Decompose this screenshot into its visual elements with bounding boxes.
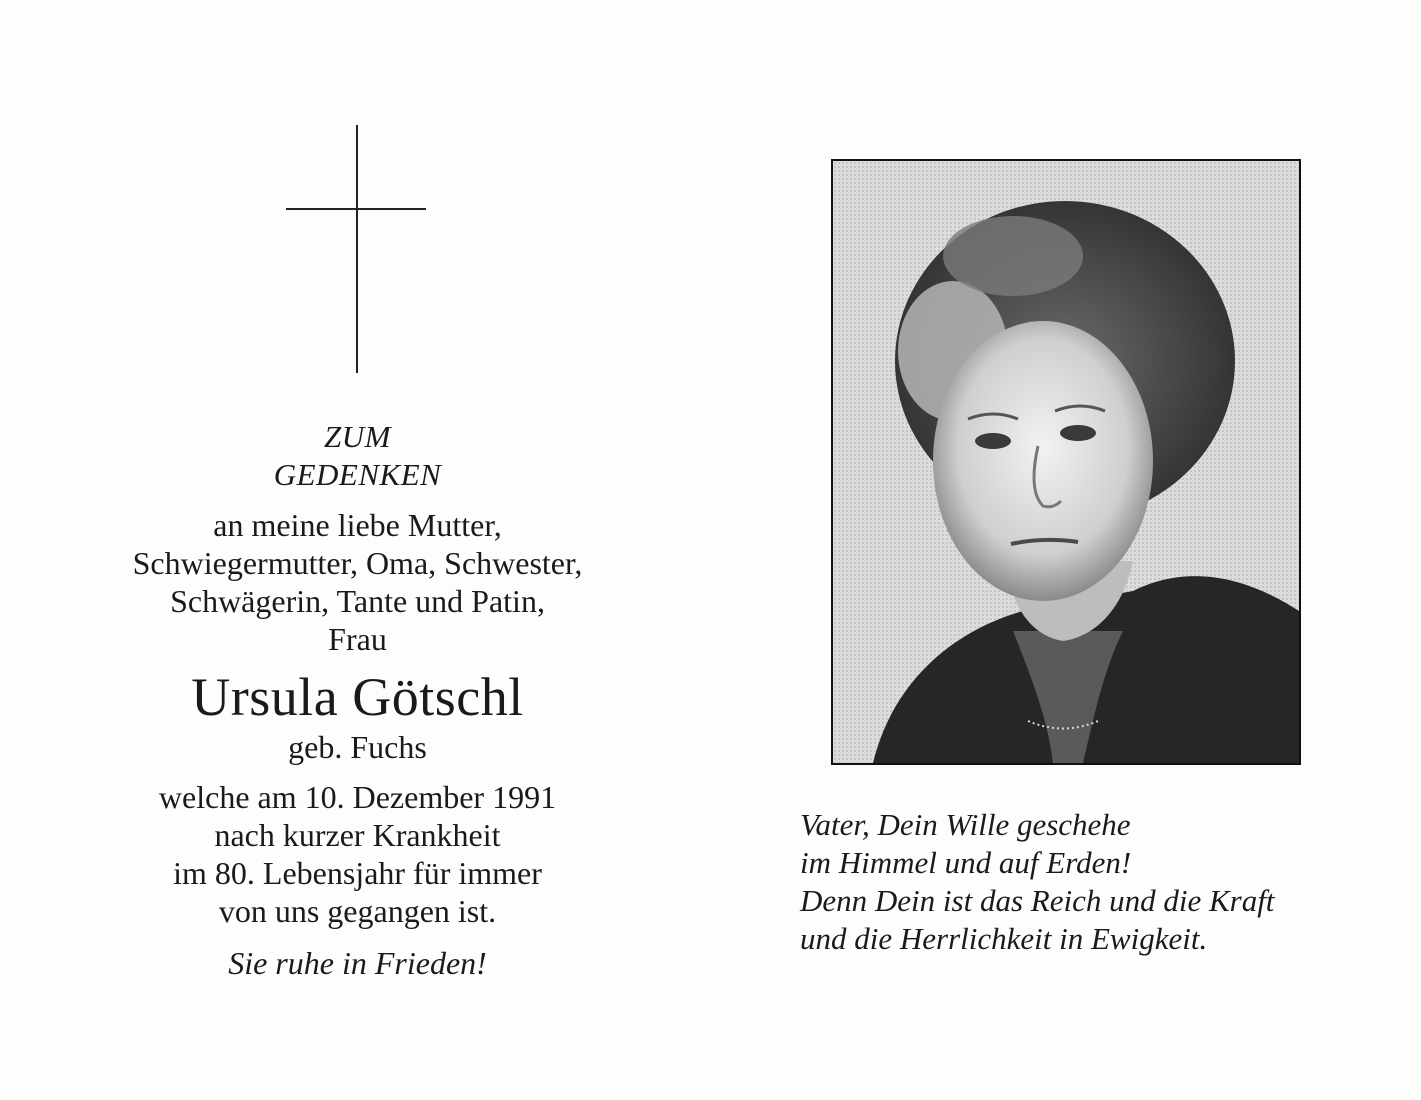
death-notice <box>60 778 655 930</box>
birth-name: geb. Fuchs <box>288 729 427 765</box>
cross-icon <box>286 125 426 373</box>
dedication-line-3: Schwägerin, Tante und Patin, <box>170 583 545 619</box>
death-notice-line-3: im 80. Lebensjahr für immer <box>173 855 542 891</box>
memorial-heading <box>60 418 655 494</box>
death-notice-line-2: nach kurzer Krankheit <box>214 817 501 853</box>
closing-blessing: Sie ruhe in Frieden! <box>228 945 487 981</box>
dedication-line-1: an meine liebe Mutter, <box>213 507 502 543</box>
dedication-text <box>60 506 655 658</box>
prayer-line-3: Denn Dein ist das Reich und die Kraft <box>800 883 1275 918</box>
prayer-line-2: im Himmel und auf Erden! <box>800 845 1132 880</box>
prayer-line-1: Vater, Dein Wille geschehe <box>800 807 1131 842</box>
death-notice-line-1: welche am 10. Dezember 1991 <box>158 779 557 815</box>
portrait-photo <box>831 159 1301 765</box>
memorial-text-column <box>60 418 655 982</box>
deceased-name: Ursula Götschl <box>191 667 524 727</box>
heading-line-2: GEDENKEN <box>273 457 442 492</box>
dedication-line-4: Frau <box>328 621 387 657</box>
dedication-line-2: Schwiegermutter, Oma, Schwester, <box>132 545 583 581</box>
prayer-line-4: und die Herrlichkeit in Ewigkeit. <box>800 921 1208 956</box>
death-notice-line-4: von uns gegangen ist. <box>218 893 497 929</box>
prayer-quote <box>800 806 1380 958</box>
heading-line-1: ZUM <box>324 419 391 454</box>
